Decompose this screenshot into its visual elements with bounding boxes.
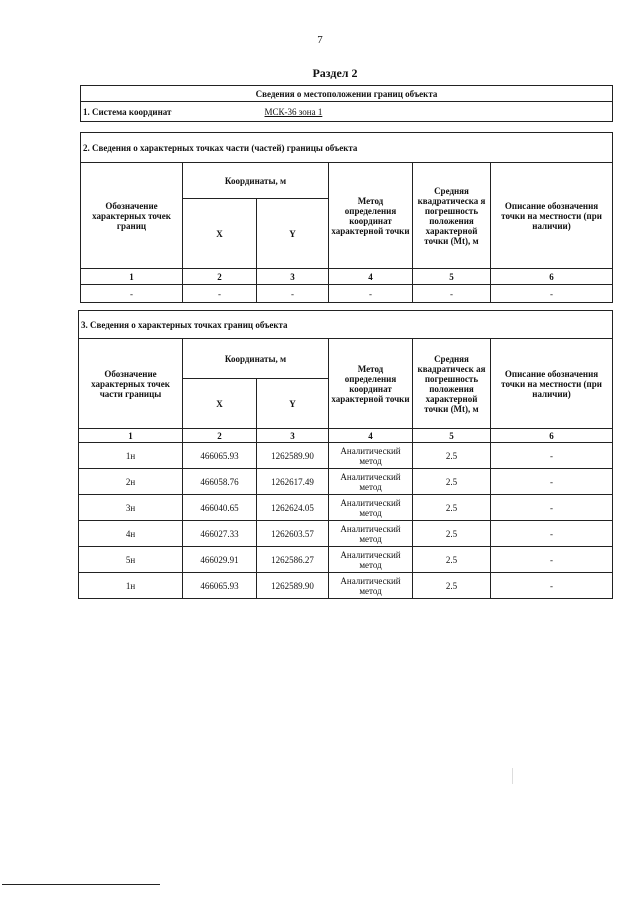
point-method: Аналитический метод <box>329 547 413 573</box>
table-cell: - <box>491 285 613 303</box>
point-x: 466040.65 <box>183 495 257 521</box>
section-title: Раздел 2 <box>312 66 358 80</box>
point-error: 2.5 <box>413 469 491 495</box>
boundary-points-table <box>78 310 613 599</box>
coord-system-value <box>261 102 613 122</box>
table-row <box>79 521 613 547</box>
point-method: Аналитический метод <box>329 573 413 599</box>
point-description: - <box>491 573 613 599</box>
point-method: Аналитический метод <box>329 443 413 469</box>
part-col-method: Метод определения координат характерной точки <box>329 163 413 269</box>
point-method: Аналитический метод <box>329 469 413 495</box>
part-section-title: 2. Сведения о характерных точках части (частей) границы объекта <box>81 133 613 163</box>
point-name: 1н <box>79 573 183 599</box>
part-col-number: 5 <box>413 269 491 285</box>
footnote-divider <box>2 884 160 885</box>
point-method: Аналитический метод <box>329 495 413 521</box>
point-y: 1262589.90 <box>257 443 329 469</box>
points-col-description: Описание обозначения точки на местности (при наличии) <box>491 339 613 429</box>
table-cell: - <box>81 285 183 303</box>
point-name: 2н <box>79 469 183 495</box>
point-x: 466065.93 <box>183 573 257 599</box>
page-number: 7 <box>317 34 323 46</box>
points-col-number: 3 <box>257 429 329 443</box>
point-name: 5н <box>79 547 183 573</box>
points-col-number: 2 <box>183 429 257 443</box>
point-x: 466029.91 <box>183 547 257 573</box>
point-y: 1262586.27 <box>257 547 329 573</box>
table-cell: - <box>257 285 329 303</box>
point-x: 466065.93 <box>183 443 257 469</box>
header-table <box>80 85 613 122</box>
point-y: 1262617.49 <box>257 469 329 495</box>
table-cell: - <box>183 285 257 303</box>
table-header: Сведения о местоположении границ объекта <box>81 86 613 102</box>
points-col-coords: Координаты, м <box>183 339 329 379</box>
coord-system-label: 1. Система координат <box>81 102 261 122</box>
table-cell: - <box>329 285 413 303</box>
part-col-number: 4 <box>329 269 413 285</box>
point-error: 2.5 <box>413 521 491 547</box>
points-col-method: Метод определения координат характерной точки <box>329 339 413 429</box>
point-error: 2.5 <box>413 443 491 469</box>
table-cell: - <box>413 285 491 303</box>
part-col-number: 1 <box>81 269 183 285</box>
part-col-number: 6 <box>491 269 613 285</box>
part-col-x: X <box>183 199 257 269</box>
point-description: - <box>491 547 613 573</box>
points-col-error: Средняя квадратическ ая погрешность положения характерной точки (Mt), м <box>413 339 491 429</box>
points-col-x: X <box>183 379 257 429</box>
point-description: - <box>491 495 613 521</box>
points-section-title: 3. Сведения о характерных точках границ объекта <box>79 311 613 339</box>
point-method: Аналитический метод <box>329 521 413 547</box>
part-col-coords: Координаты, м <box>183 163 329 199</box>
part-col-number: 3 <box>257 269 329 285</box>
table-row <box>79 573 613 599</box>
point-x: 466027.33 <box>183 521 257 547</box>
table-row <box>79 495 613 521</box>
part-points-table <box>80 132 613 303</box>
coord-system-value-text: МСК-36 зона 1 <box>264 106 323 117</box>
point-x: 466058.76 <box>183 469 257 495</box>
scan-mark <box>512 768 513 784</box>
point-y: 1262589.90 <box>257 573 329 599</box>
table-row <box>81 285 613 303</box>
point-error: 2.5 <box>413 495 491 521</box>
point-error: 2.5 <box>413 547 491 573</box>
point-description: - <box>491 469 613 495</box>
part-col-y: Y <box>257 199 329 269</box>
points-col-number: 5 <box>413 429 491 443</box>
points-col-number: 1 <box>79 429 183 443</box>
points-col-number: 4 <box>329 429 413 443</box>
table-row <box>79 547 613 573</box>
part-col-description: Описание обозначения точки на местности (при наличии) <box>491 163 613 269</box>
point-description: - <box>491 443 613 469</box>
point-description: - <box>491 521 613 547</box>
point-error: 2.5 <box>413 573 491 599</box>
point-name: 1н <box>79 443 183 469</box>
points-col-y: Y <box>257 379 329 429</box>
points-col-designation: Обозначение характерных точек части границы <box>79 339 183 429</box>
point-y: 1262624.05 <box>257 495 329 521</box>
table-row <box>79 469 613 495</box>
points-col-number: 6 <box>491 429 613 443</box>
part-col-error: Средняя квадратическа я погрешность положения характерной точки (Mt), м <box>413 163 491 269</box>
point-name: 4н <box>79 521 183 547</box>
point-y: 1262603.57 <box>257 521 329 547</box>
table-row <box>79 443 613 469</box>
part-col-designation: Обозначение характерных точек границ <box>81 163 183 269</box>
point-name: 3н <box>79 495 183 521</box>
part-col-number: 2 <box>183 269 257 285</box>
